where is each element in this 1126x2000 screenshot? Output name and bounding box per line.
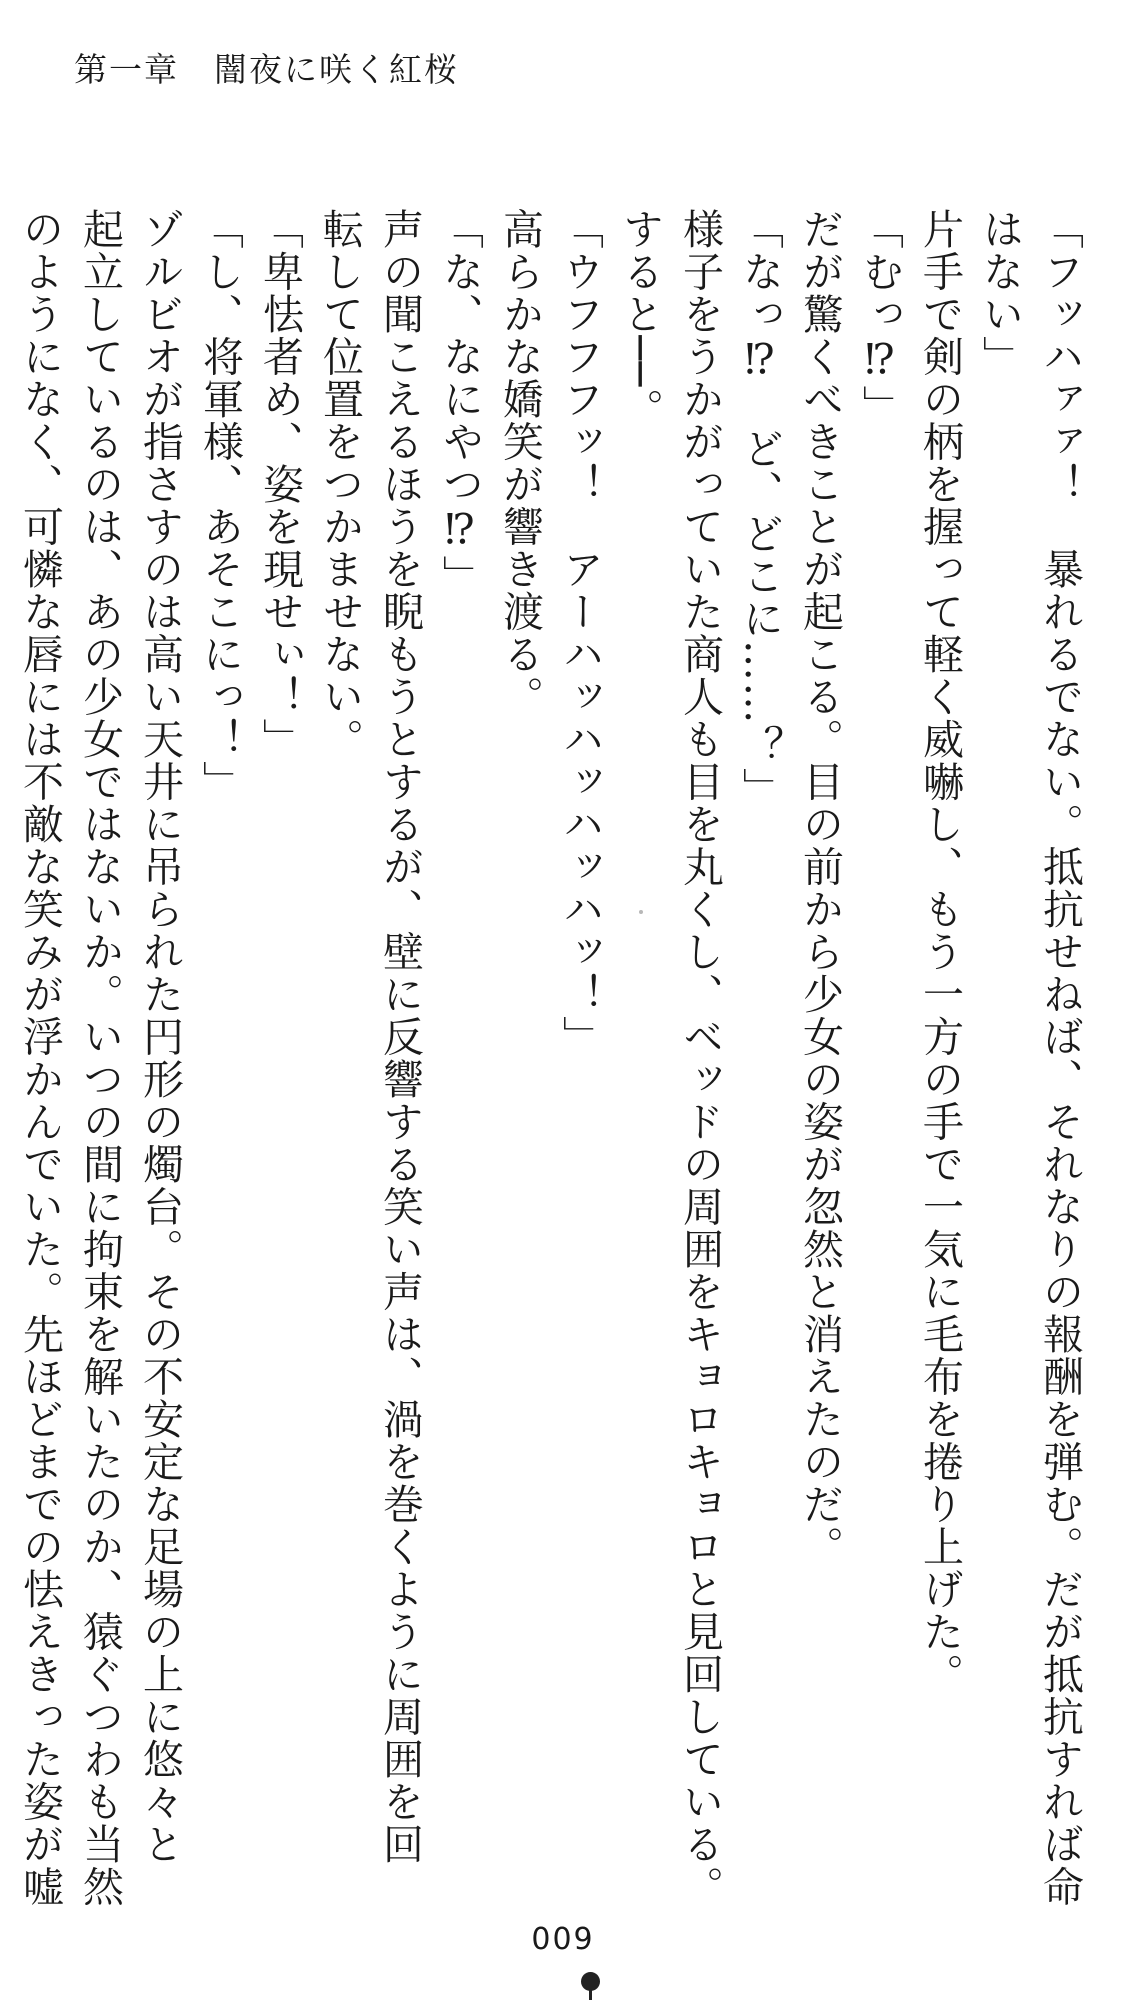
text-line: はない」 bbox=[976, 208, 1024, 378]
text-line: すると──。 bbox=[616, 208, 664, 431]
page-marker-stem bbox=[589, 1988, 592, 2000]
text-line: だが驚くべきことが起こる。目の前から少女の姿が忽然と消えたのだ。 bbox=[796, 208, 844, 1568]
chapter-header: 第一章 闇夜に咲く紅桜 bbox=[74, 50, 459, 89]
page-number: 009 bbox=[531, 1922, 595, 1957]
text-line: 声の聞こえるほうを睨もうとするが、壁に反響する笑い声は、渦を巻くように周囲を回 bbox=[376, 208, 424, 1866]
text-line: 「むっ⁉」 bbox=[856, 208, 904, 428]
text-line: 転して位置をつかませない。 bbox=[316, 208, 364, 761]
text-line: ゾルビオが指さすのは高い天井に吊られた円形の燭台。その不安定な足場の上に悠々と bbox=[136, 208, 184, 1866]
print-speck bbox=[639, 910, 643, 914]
text-line: 「卑怯者め、姿を現せぃ！」 bbox=[256, 208, 304, 761]
text-line: 起立しているのは、あの少女ではないか。いつの間に拘束を解いたのか、猿ぐつわも当然 bbox=[76, 208, 124, 1908]
text-line: 「し、将軍様、あそこにっ！」 bbox=[196, 208, 244, 803]
text-line: 「フッハァァ！ 暴れるでない。抵抗せねば、それなりの報酬を弾む。だが抵抗すれば命 bbox=[1036, 208, 1084, 1908]
text-line: 様子をうかがっていた商人も目を丸くし、ベッドの周囲をキョロキョロと見回している。 bbox=[676, 208, 724, 1908]
text-line: のようになく、可憐な唇には不敵な笑みが浮かんでいた。先ほどまでの怯えきった姿が嘘 bbox=[16, 208, 64, 1908]
text-line: 「なっ⁉ ど、どこに……？」 bbox=[736, 208, 784, 810]
vertical-text-body bbox=[10, 208, 1090, 1908]
text-line: 「な、なにやつ⁉」 bbox=[436, 208, 484, 598]
text-line: 「ウフフフッ！ アーハッハッハッハッ！」 bbox=[556, 208, 604, 1058]
text-line: 片手で剣の柄を握って軽く威嚇し、もう一方の手で一気に毛布を捲り上げた。 bbox=[916, 208, 964, 1696]
text-line: 高らかな嬌笑が響き渡る。 bbox=[496, 208, 544, 718]
